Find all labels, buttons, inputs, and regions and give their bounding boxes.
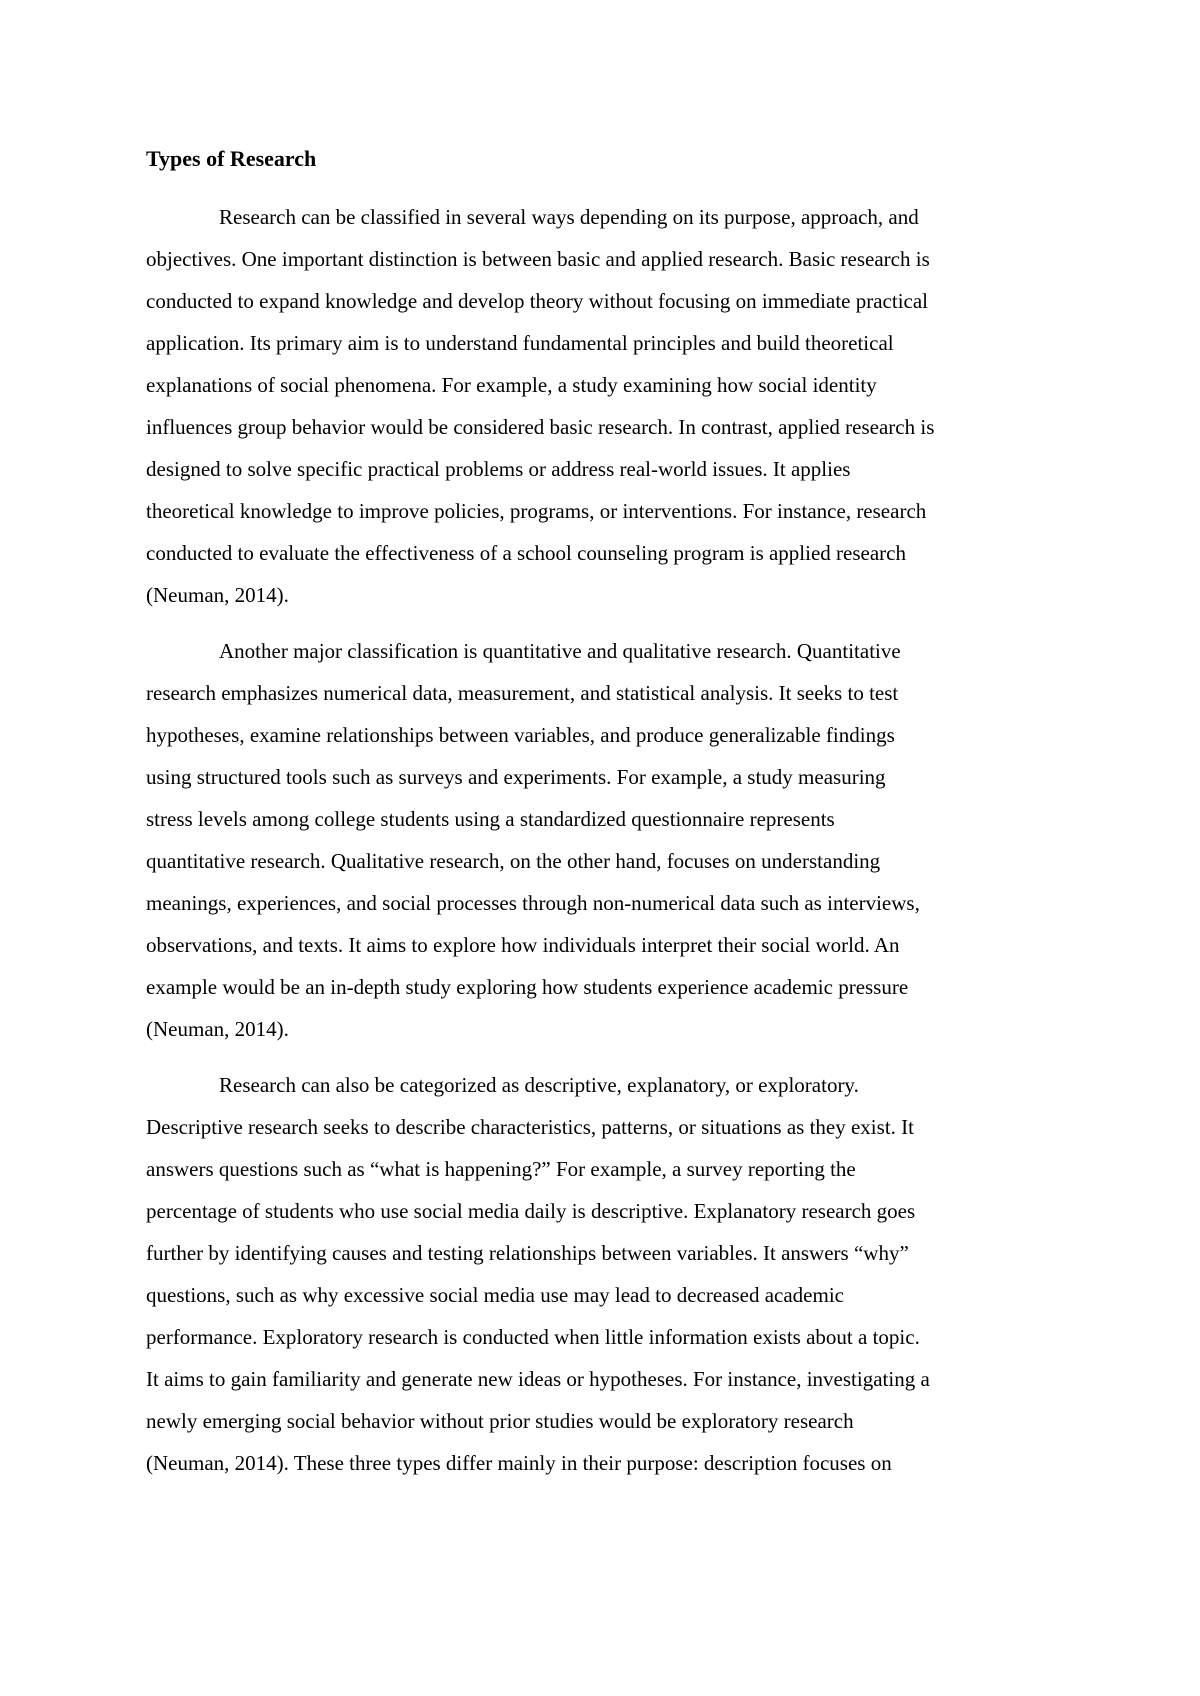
- text-line: (Neuman, 2014).: [146, 1017, 289, 1041]
- text-line: influences group behavior would be considered basic research. In contrast, applied research is: [146, 415, 935, 439]
- text-line: meanings, experiences, and social processes through non-numerical data such as interviews,: [146, 891, 920, 915]
- paragraph-basic-applied: [146, 196, 1066, 616]
- text-line: performance. Exploratory research is conducted when little information exists about a topic.: [146, 1325, 920, 1349]
- paragraph-descriptive-explanatory-exploratory: [146, 1064, 1066, 1484]
- section-heading: Types of Research: [146, 146, 317, 171]
- text-line: answers questions such as “what is happening?” For example, a survey reporting the: [146, 1157, 856, 1181]
- text-line: further by identifying causes and testing relationships between variables. It answers “why”: [146, 1241, 909, 1265]
- text-line: objectives. One important distinction is between basic and applied research. Basic research is: [146, 247, 930, 271]
- text-line: hypotheses, examine relationships between variables, and produce generalizable findings: [146, 723, 895, 747]
- text-line: questions, such as why excessive social media use may lead to decreased academic: [146, 1283, 844, 1307]
- text-line: newly emerging social behavior without prior studies would be exploratory research: [146, 1409, 854, 1433]
- text-line: research emphasizes numerical data, measurement, and statistical analysis. It seeks to test: [146, 681, 899, 705]
- text-line: Research can be classified in several ways depending on its purpose, approach, and: [219, 205, 919, 229]
- text-line: application. Its primary aim is to understand fundamental principles and build theoretical: [146, 331, 894, 355]
- text-line: designed to solve specific practical problems or address real-world issues. It applies: [146, 457, 851, 481]
- text-line: Another major classification is quantitative and qualitative research. Quantitative: [219, 639, 901, 663]
- text-line: Research can also be categorized as descriptive, explanatory, or exploratory.: [219, 1073, 859, 1097]
- paragraph-quantitative-qualitative: [146, 630, 1066, 1050]
- text-line: explanations of social phenomena. For example, a study examining how social identity: [146, 373, 877, 397]
- document-body: [146, 142, 1066, 1498]
- text-line: quantitative research. Qualitative research, on the other hand, focuses on understanding: [146, 849, 881, 873]
- text-line: conducted to evaluate the effectiveness of a school counseling program is applied research: [146, 541, 906, 565]
- text-line: percentage of students who use social media daily is descriptive. Explanatory research goes: [146, 1199, 916, 1223]
- text-line: (Neuman, 2014). These three types differ mainly in their purpose: description focuses on: [146, 1451, 892, 1475]
- text-line: theoretical knowledge to improve policies, programs, or interventions. For instance, research: [146, 499, 927, 523]
- text-line: using structured tools such as surveys and experiments. For example, a study measuring: [146, 765, 886, 789]
- text-line: example would be an in-depth study exploring how students experience academic pressure: [146, 975, 909, 999]
- text-line: conducted to expand knowledge and develop theory without focusing on immediate practical: [146, 289, 929, 313]
- text-line: (Neuman, 2014).: [146, 583, 289, 607]
- text-line: It aims to gain familiarity and generate new ideas or hypotheses. For instance, investigating a: [146, 1367, 930, 1391]
- text-line: stress levels among college students using a standardized questionnaire represents: [146, 807, 835, 831]
- text-line: observations, and texts. It aims to explore how individuals interpret their social world. An: [146, 933, 900, 957]
- text-line: Descriptive research seeks to describe characteristics, patterns, or situations as they exist. It: [146, 1115, 914, 1139]
